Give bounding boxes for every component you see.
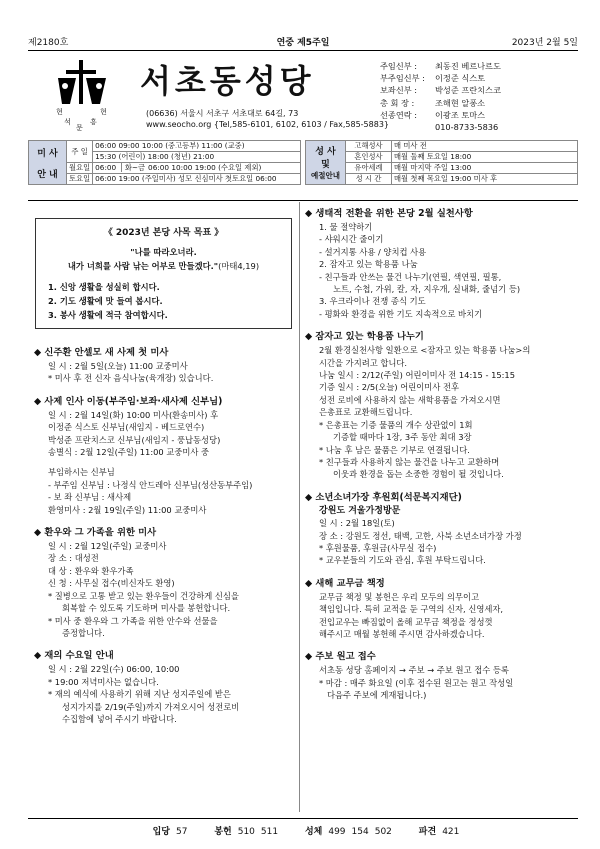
notice-line: 신 청 : 사무실 접수(비신자도 환영) xyxy=(48,578,175,589)
schedule-times: 06:00 19:00 (주일미사) 성모 신심미사 첫토요일 06:00 xyxy=(93,174,301,185)
section-heading: ◆ 사제 인사 이동(부주임·보좌·새사제 신부님) xyxy=(34,395,223,407)
notice-section xyxy=(34,345,296,385)
footer-rule xyxy=(28,818,578,819)
mass-schedule-table xyxy=(28,140,301,185)
dismissal-label: 파견 xyxy=(418,827,437,837)
notice-line xyxy=(34,458,296,466)
notice-line: 노트, 수첩, 가위, 칼, 자, 지우개, 실내화, 줄넘기 등) xyxy=(333,284,521,295)
svg-text:석: 석 xyxy=(64,118,71,126)
notice-line: * 재의 예식에 사용하기 위해 지난 성지주일에 받은 xyxy=(48,689,231,700)
notice-line: 성전 로비에 사용하지 않는 새학용품을 가져오시면 xyxy=(319,394,501,405)
staff-name: 이광조 토마스 xyxy=(435,109,486,120)
notice-line: * 마감 : 매주 화요일 (이후 접수된 원고는 원고 작성일 xyxy=(319,677,514,688)
staff-row xyxy=(380,60,501,72)
entrance-value: 57 xyxy=(176,827,188,837)
liturgical-week: 연중 제5주일 xyxy=(276,38,330,48)
notice-line: 3. 우크라이나 전쟁 종식 기도 xyxy=(319,296,426,307)
entrance-label: 입당 xyxy=(152,827,170,837)
staff-row xyxy=(380,84,501,96)
schedule-times: 06:00 화~금 06:00 10:00 19:00 (수요일 제외) xyxy=(93,163,301,174)
quote-ref: (마태4,19) xyxy=(218,261,260,271)
staff-role: 주임신부 : xyxy=(380,61,417,71)
notice-line: 시간을 가지려고 합니다. xyxy=(319,357,408,368)
notice-line: * 질병으로 고통 받고 있는 환우들이 건강하게 신심을 xyxy=(48,590,239,601)
notice-line: 대 상 : 환우와 환우가족 xyxy=(48,565,134,576)
sacrament-time: 매월 첫째 목요일 19:00 미사 후 xyxy=(392,174,578,185)
notice-line: 성지가지를 2/19(주일)까지 가져오시어 성전로비 xyxy=(62,701,240,712)
notice-section xyxy=(305,490,580,567)
notice-line: 장 소 : 대성전 xyxy=(48,553,99,564)
notice-line: 강원도 겨울가정방문 xyxy=(319,505,401,516)
notice-line: 증정합니다. xyxy=(62,627,105,638)
notice-line: - 친구들과 안쓰는 물건 나누기(연필, 색연필, 필통, xyxy=(319,271,502,282)
notice-line: 일 시 : 2월 14일(화) 10:00 미사(환송미사) 후 xyxy=(48,409,219,420)
left-column xyxy=(34,345,296,734)
top-bar xyxy=(28,32,578,48)
pastoral-goals-box xyxy=(35,218,292,329)
section-heading: ◆ 잠자고 있는 학용품 나누기 xyxy=(305,331,424,343)
notice-line: 기증할 때마다 1장, 3주 동안 최대 3장 xyxy=(333,432,472,443)
mass-label: 미 사 안 내 xyxy=(29,141,67,185)
goals-list xyxy=(48,280,291,322)
quote-line-1: "나를 따라오너라. xyxy=(130,247,197,257)
notice-line: 일 시 : 2월 18일(토) xyxy=(319,518,395,529)
notice-section xyxy=(34,394,296,516)
notice-line: 전입교우는 빠짐없이 올해 교무금 책정을 정성껏 xyxy=(319,616,493,627)
offering-value: 510 xyxy=(237,827,255,837)
sacrament-label: 성 사 및 예절안내 xyxy=(306,141,346,185)
sacrament-time: 매월 둘째 토요일 18:00 xyxy=(392,152,578,163)
column-divider xyxy=(299,202,300,812)
notice-line: 일 시 : 2월 22일(수) 06:00, 10:00 xyxy=(48,664,180,675)
offering-label: 봉헌 xyxy=(214,827,232,837)
sacrament-name: 혼인성사 xyxy=(346,152,392,163)
staff-name: 조해현 알퐁소 xyxy=(435,97,486,108)
notice-line: 책임입니다. 특히 교적을 둔 구역의 신자, 신영세자, xyxy=(319,604,504,615)
notice-line: 기증 일시 : 2/5(오늘) 어린이미사 전후 xyxy=(319,382,460,393)
right-column xyxy=(305,206,580,711)
goal-item: 2. 기도 생활에 맛 들여 봅시다. xyxy=(48,296,163,306)
quote-line-2: 내가 너희를 사람 낚는 어부로 만들겠다." xyxy=(67,261,219,271)
dismissal-value: 421 xyxy=(442,827,460,837)
notice-line: 2월 환경실천사항 일환으로 <잠자고 있는 학용품 나눔>의 xyxy=(319,345,531,356)
notice-line: * 교우분들의 기도와 관심, 후원 부탁드립니다. xyxy=(319,555,486,566)
section-heading: ◆ 신주환 안셀모 새 사제 첫 미사 xyxy=(34,347,169,358)
staff-list xyxy=(380,60,501,133)
section-heading: ◆ 새해 교무금 책정 xyxy=(305,577,385,589)
schedule-times: 06:00 09:00 10:00 (중고등부) 11:00 (교중) xyxy=(93,141,301,152)
staff-name: 최동진 베르나르도 xyxy=(435,61,501,71)
schedule-rule xyxy=(28,200,578,201)
staff-role: 선종연락 : xyxy=(380,109,417,120)
notice-line: 이정준 식스토 신부님(새임지 - 베드로연수) xyxy=(48,422,205,433)
svg-text:문: 문 xyxy=(76,124,83,132)
issue-number: 제2180호 xyxy=(28,38,69,48)
notice-line: 일 시 : 2월 12일(주일) 교중미사 xyxy=(48,541,167,552)
notice-section xyxy=(305,206,580,320)
staff-name: 박성준 프란치스코 xyxy=(435,85,501,96)
staff-row xyxy=(380,72,501,84)
parish-address xyxy=(146,108,389,130)
eucharist-value: 502 xyxy=(374,827,392,837)
notice-line: 2. 잠자고 있는 학용품 나눔 xyxy=(319,259,418,270)
sacrament-name: 고해성사 xyxy=(346,141,392,152)
staff-role: 보좌신부 : xyxy=(380,85,417,96)
notice-line: * 미사 후 전 신자 음식나눔(육개장) 있습니다. xyxy=(48,373,214,384)
notice-line: 장 소 : 강원도 정선, 태백, 고한, 사북 소년소녀가장 가정 xyxy=(319,530,522,541)
notice-section xyxy=(305,329,580,480)
notice-line: * 후원물품, 후원금(사무실 접수) xyxy=(319,542,437,553)
parish-logo xyxy=(52,60,112,132)
notice-line: * 친구들과 사용하지 않는 물건을 나누고 교환하며 xyxy=(319,456,500,467)
eucharist-value: 499 xyxy=(328,827,346,837)
notice-line: 서초동 성당 홈페이지 → 주보 → 주보 원고 접수 등록 xyxy=(319,665,509,676)
eucharist-value: 154 xyxy=(351,827,369,837)
notice-line: 부임하시는 신부님 xyxy=(48,467,115,478)
sacrament-name: 유아세례 xyxy=(346,163,392,174)
notice-line: * 19:00 저녁미사는 없습니다. xyxy=(48,676,159,687)
svg-text:흥: 흥 xyxy=(90,118,97,126)
offering-value: 511 xyxy=(260,827,279,837)
section-heading: ◆ 주보 원고 접수 xyxy=(305,651,376,663)
notice-line: - 부주임 신부님 : 나정식 안드레아 신부님(성산동부주임) xyxy=(48,479,253,490)
notice-line: 이웃과 환경을 돕는 소중한 경험이 될 것입니다. xyxy=(333,469,504,480)
notice-section xyxy=(34,648,296,725)
notice-line: 회복할 수 있도록 기도하며 미사를 봉헌합니다. xyxy=(62,603,231,614)
section-heading: ◆ 재의 수요일 안내 xyxy=(34,650,114,662)
notice-section xyxy=(305,649,580,701)
notice-line: 나눔 일시 : 2/12(주일) 어린이미사 전 14:15 - 15:15 xyxy=(319,370,515,381)
staff-row xyxy=(380,97,501,109)
notice-line: * 미사 중 환우와 그 가족을 위한 안수와 선물을 xyxy=(48,615,218,626)
notice-line: - 샤워시간 줄이기 xyxy=(319,234,384,245)
notice-line: - 평화와 환경을 위한 기도 지속적으로 바치기 xyxy=(319,308,483,319)
notice-line: 은총표로 교환해드립니다. xyxy=(319,407,413,418)
parish-title: 서초동성당 xyxy=(140,62,315,100)
attendance-footer xyxy=(0,824,600,838)
address-line: (06636) 서울시 서초구 서초대로 64길, 73 xyxy=(146,109,299,118)
notice-line: * 나눔 후 남은 물품은 기부로 연결됩니다. xyxy=(319,444,470,455)
goal-item: 3. 봉사 생활에 적극 참여합시다. xyxy=(48,310,168,320)
notice-line: 교무금 책정 및 봉헌은 우리 모두의 의무이고 xyxy=(319,591,480,602)
section-heading: ◆ 환우와 그 가족을 위한 미사 xyxy=(34,527,157,539)
schedule-times: 15:30 (어린이) 18:00 (청년) 21:00 xyxy=(93,152,301,163)
staff-role: 부주임신부 : xyxy=(380,73,425,84)
sacrament-name: 성 시 간 xyxy=(346,174,392,185)
notice-line: - 설거지통 사용 / 양치컵 사용 xyxy=(319,246,427,257)
svg-text:현: 현 xyxy=(100,108,107,116)
section-heading: ◆ 생태적 전환을 위한 본당 2월 실천사항 xyxy=(305,208,473,219)
schedule-day: 월요일 xyxy=(67,163,93,174)
notice-line: 다음주 주보에 게재됩니다.) xyxy=(327,690,427,701)
staff-role: 총 회 장 : xyxy=(380,97,415,108)
staff-row xyxy=(380,109,501,121)
sacrament-time: 매 미사 전 xyxy=(392,141,578,152)
notice-line: 1. 물 절약하기 xyxy=(319,222,373,232)
notice-line: 환영미사 : 2월 19일(주일) 11:00 교중미사 xyxy=(48,504,207,515)
notice-line: 일 시 : 2월 5일(오늘) 11:00 교중미사 xyxy=(48,361,188,371)
notice-line: * 은총표는 기증 물품의 개수 상관없이 1회 xyxy=(319,419,473,430)
svg-text:현: 현 xyxy=(56,108,63,116)
notice-section xyxy=(34,525,296,639)
schedule-day: 주 일 xyxy=(67,141,93,163)
section-heading: ◆ 소년소녀가장 후원회(석문복지재단) xyxy=(305,491,462,503)
staff-row xyxy=(380,121,501,133)
schedule-day: 토요일 xyxy=(67,174,93,185)
sacrament-time: 매월 마지막 주일 13:00 xyxy=(392,163,578,174)
staff-name: 010-8733-5836 xyxy=(435,122,499,133)
sacrament-table xyxy=(305,140,578,185)
contact-line: www.seocho.org {Tel,585-6101, 6102, 6103 / Fax,585-5883} xyxy=(146,120,389,129)
eucharist-label: 성체 xyxy=(304,827,323,837)
top-rule xyxy=(28,50,578,51)
goals-title: 《 2023년 본당 사목 목표 》 xyxy=(103,228,224,238)
staff-name: 이정준 식스토 xyxy=(435,73,486,84)
goal-item: 1. 신앙 생활을 성실히 합시다. xyxy=(48,282,160,292)
notice-section xyxy=(305,576,580,641)
notice-line: 수집함에 넣어 주시기 바랍니다. xyxy=(62,713,177,724)
notice-line: - 보 좌 신부님 : 새사제 xyxy=(48,492,132,503)
notice-line: 박성준 프란치스코 신부님(새임지 - 풍납동성당) xyxy=(48,434,221,445)
issue-date: 2023년 2월 5일 xyxy=(511,38,578,48)
notice-line: 송별식 : 2월 12일(주일) 11:00 교중미사 중 xyxy=(48,447,210,458)
notice-line: 해주시고 매월 봉헌해 주시면 감사하겠습니다. xyxy=(319,628,485,639)
